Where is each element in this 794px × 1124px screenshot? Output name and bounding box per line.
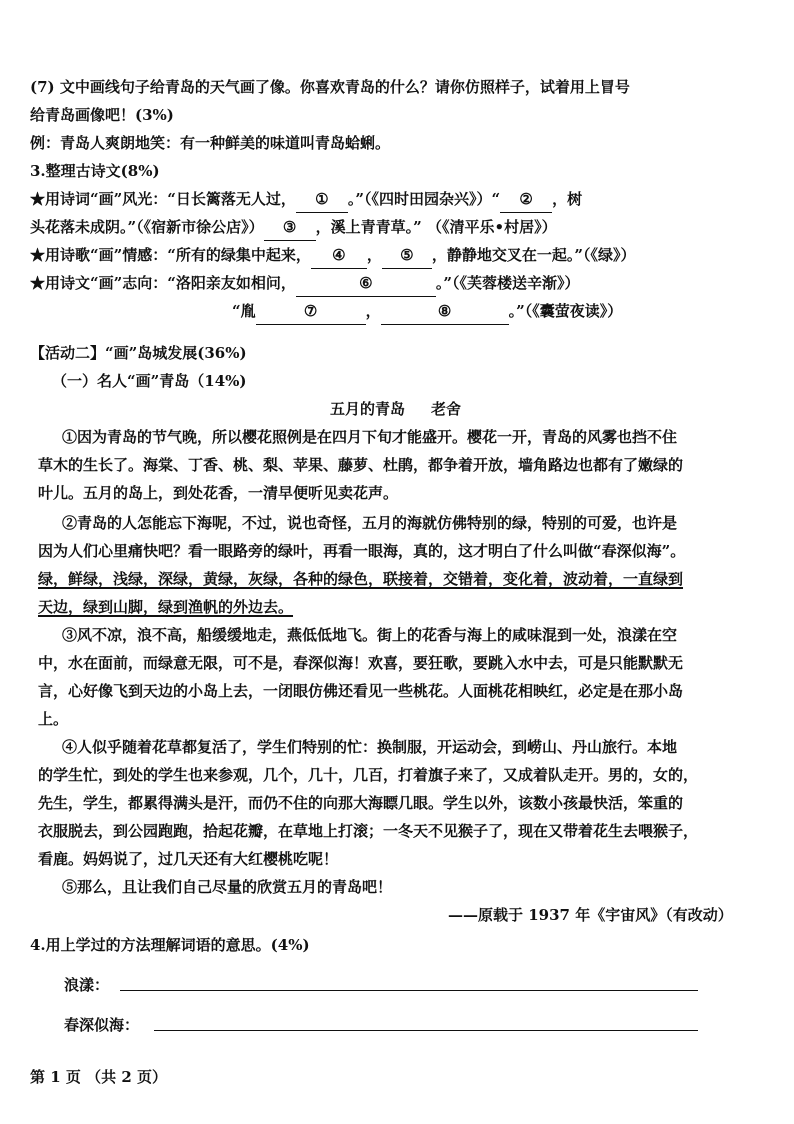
q7-line2: 给青岛画像吧！(3%): [30, 106, 174, 124]
p4-line: 先生，学生，都累得满头是汗，而仍不住的向那大海瞟几眼。学生以外，该数小孩最快活，笨重的: [38, 794, 684, 812]
article-source: ——原载于 1937 年《宇宙风》（有改动）: [448, 906, 733, 924]
poem-text: “胤: [232, 302, 256, 320]
article-author: 老舍: [431, 400, 462, 418]
q7-example: 例：青岛人爽朗地笑：有一种鲜美的味道叫青岛蛤蜊。: [30, 134, 391, 152]
blank-5[interactable]: ⑤: [382, 242, 432, 269]
p2-underlined-sentence: 天边，绿到山脚，绿到渔帆的外边去。: [38, 598, 294, 616]
poem-text: ，静静地交叉在一起。”（《绿》）: [431, 246, 636, 264]
poem-line-4: [30, 270, 580, 296]
poem-line-5: [232, 298, 622, 324]
blank-4[interactable]: ④: [311, 242, 367, 269]
answer-line-1[interactable]: [120, 990, 698, 991]
p4-line: 看鹿。妈妈说了，过几天还有大红樱桃吃呢！: [38, 850, 339, 868]
p3-line: 言，心好像飞到天边的小岛上去，一闭眼仿佛还看见一些桃花。人面桃花相映红，必定是在那小岛: [38, 682, 684, 700]
p2-line: 因为人们心里痛快吧？看一眼路旁的绿叶，再看一眼海，真的，这才明白了什么叫做“春深似海”。: [38, 542, 686, 560]
blank-7[interactable]: ⑦: [256, 298, 366, 325]
q4-heading: 4.用上学过的方法理解词语的意思。(4%): [30, 936, 310, 954]
blank-3[interactable]: ③: [264, 214, 316, 241]
q4-term-2: 春深似海：: [64, 1016, 140, 1034]
p2-underlined-sentence: 绿，鲜绿，浅绿，深绿，黄绿，灰绿，各种的绿色，联接着，交错着，变化着，波动着，一直绿到: [38, 570, 684, 588]
poem-text: 。”（《囊萤夜读》）: [508, 302, 623, 320]
poem-line-1: [30, 186, 582, 212]
poem-line-2: [30, 214, 557, 240]
p3-line: 中，水在面前，而绿意无限，可不是，春深似海！欢喜，要狂歌，要跳入水中去，可是只能默默无: [38, 654, 684, 672]
q4-term-1: 浪漾：: [64, 976, 110, 994]
poem-text: 头花落未成阴。”（《宿新市徐公店》）: [30, 218, 264, 236]
p4-line: 的学生忙，到处的学生也来参观，几个，几十，几百，打着旗子来了，又成着队走开。男的，女的，: [38, 766, 699, 784]
p2-line: ②青岛的人怎能忘下海呢，不过，说也奇怪，五月的海就仿佛特别的绿，特别的可爱，也许是: [62, 514, 678, 532]
p1-line: 草木的生长了。海棠、丁香、桃、梨、苹果、藤萝、杜鹃，都争着开放，墙角路边也都有了嫩绿的: [38, 456, 684, 474]
p3-line: 上。: [38, 710, 69, 728]
p1-line: ①因为青岛的节气晚，所以樱花照例是在四月下旬才能盛开。樱花一开，青岛的风雾也挡不住: [62, 428, 678, 446]
p4-line: ④人似乎随着花草都复活了，学生们特别的忙：换制服，开运动会，到崂山、丹山旅行。本地: [62, 738, 678, 756]
blank-8[interactable]: ⑧: [381, 298, 509, 325]
poem-line-3: [30, 242, 636, 268]
article-title: [330, 396, 461, 422]
activity2-heading: 【活动二】“画”岛城发展(36%): [30, 344, 247, 362]
q7-line1: (7) 文中画线句子给青岛的天气画了像。你喜欢青岛的什么？请你仿照样子，试着用上冒号: [30, 78, 630, 96]
activity2-subheading: （一）名人“画”青岛（14%): [52, 372, 247, 390]
poem-text: ★用诗词“画”风光：“日长篱落无人过，: [30, 190, 296, 208]
poem-text: ★用诗歌“画”情感：“所有的绿集中起来，: [30, 246, 311, 264]
p5-line: ⑤那么，且让我们自己尽量的欣赏五月的青岛吧！: [62, 878, 393, 896]
poem-text: ，树: [552, 190, 583, 208]
article-title-text: 五月的青岛: [330, 400, 406, 418]
blank-6[interactable]: ⑥: [296, 270, 436, 297]
p4-line: 衣服脱去，到公园跑跑，拾起花瓣，在草地上打滚；一冬天不见猴子了，现在又带着花生去喂猴子，: [38, 822, 699, 840]
blank-1[interactable]: ①: [296, 186, 348, 213]
page-number: 第 1 页 （共 2 页）: [30, 1068, 167, 1086]
poem-text: 。”（《芙蓉楼送辛渐》）: [435, 274, 580, 292]
poem-text: ，溪上青青草。” （《清平乐•村居》）: [315, 218, 557, 236]
poem-text: 。”（《四时田园杂兴》）“: [347, 190, 501, 208]
section3-heading: 3.整理古诗文(8%): [30, 162, 160, 180]
p1-line: 叶儿。五月的岛上，到处花香，一清早便听见卖花声。: [38, 484, 399, 502]
answer-line-2[interactable]: [154, 1030, 698, 1031]
blank-2[interactable]: ②: [500, 186, 552, 213]
poem-text: ★用诗文“画”志向：“洛阳亲友如相问，: [30, 274, 296, 292]
poem-sep: ，: [365, 302, 381, 320]
p3-line: ③风不凉，浪不高，船缓缓地走，燕低低地飞。街上的花香与海上的咸味混到一处，浪漾在空: [62, 626, 678, 644]
poem-sep: ，: [366, 246, 382, 264]
